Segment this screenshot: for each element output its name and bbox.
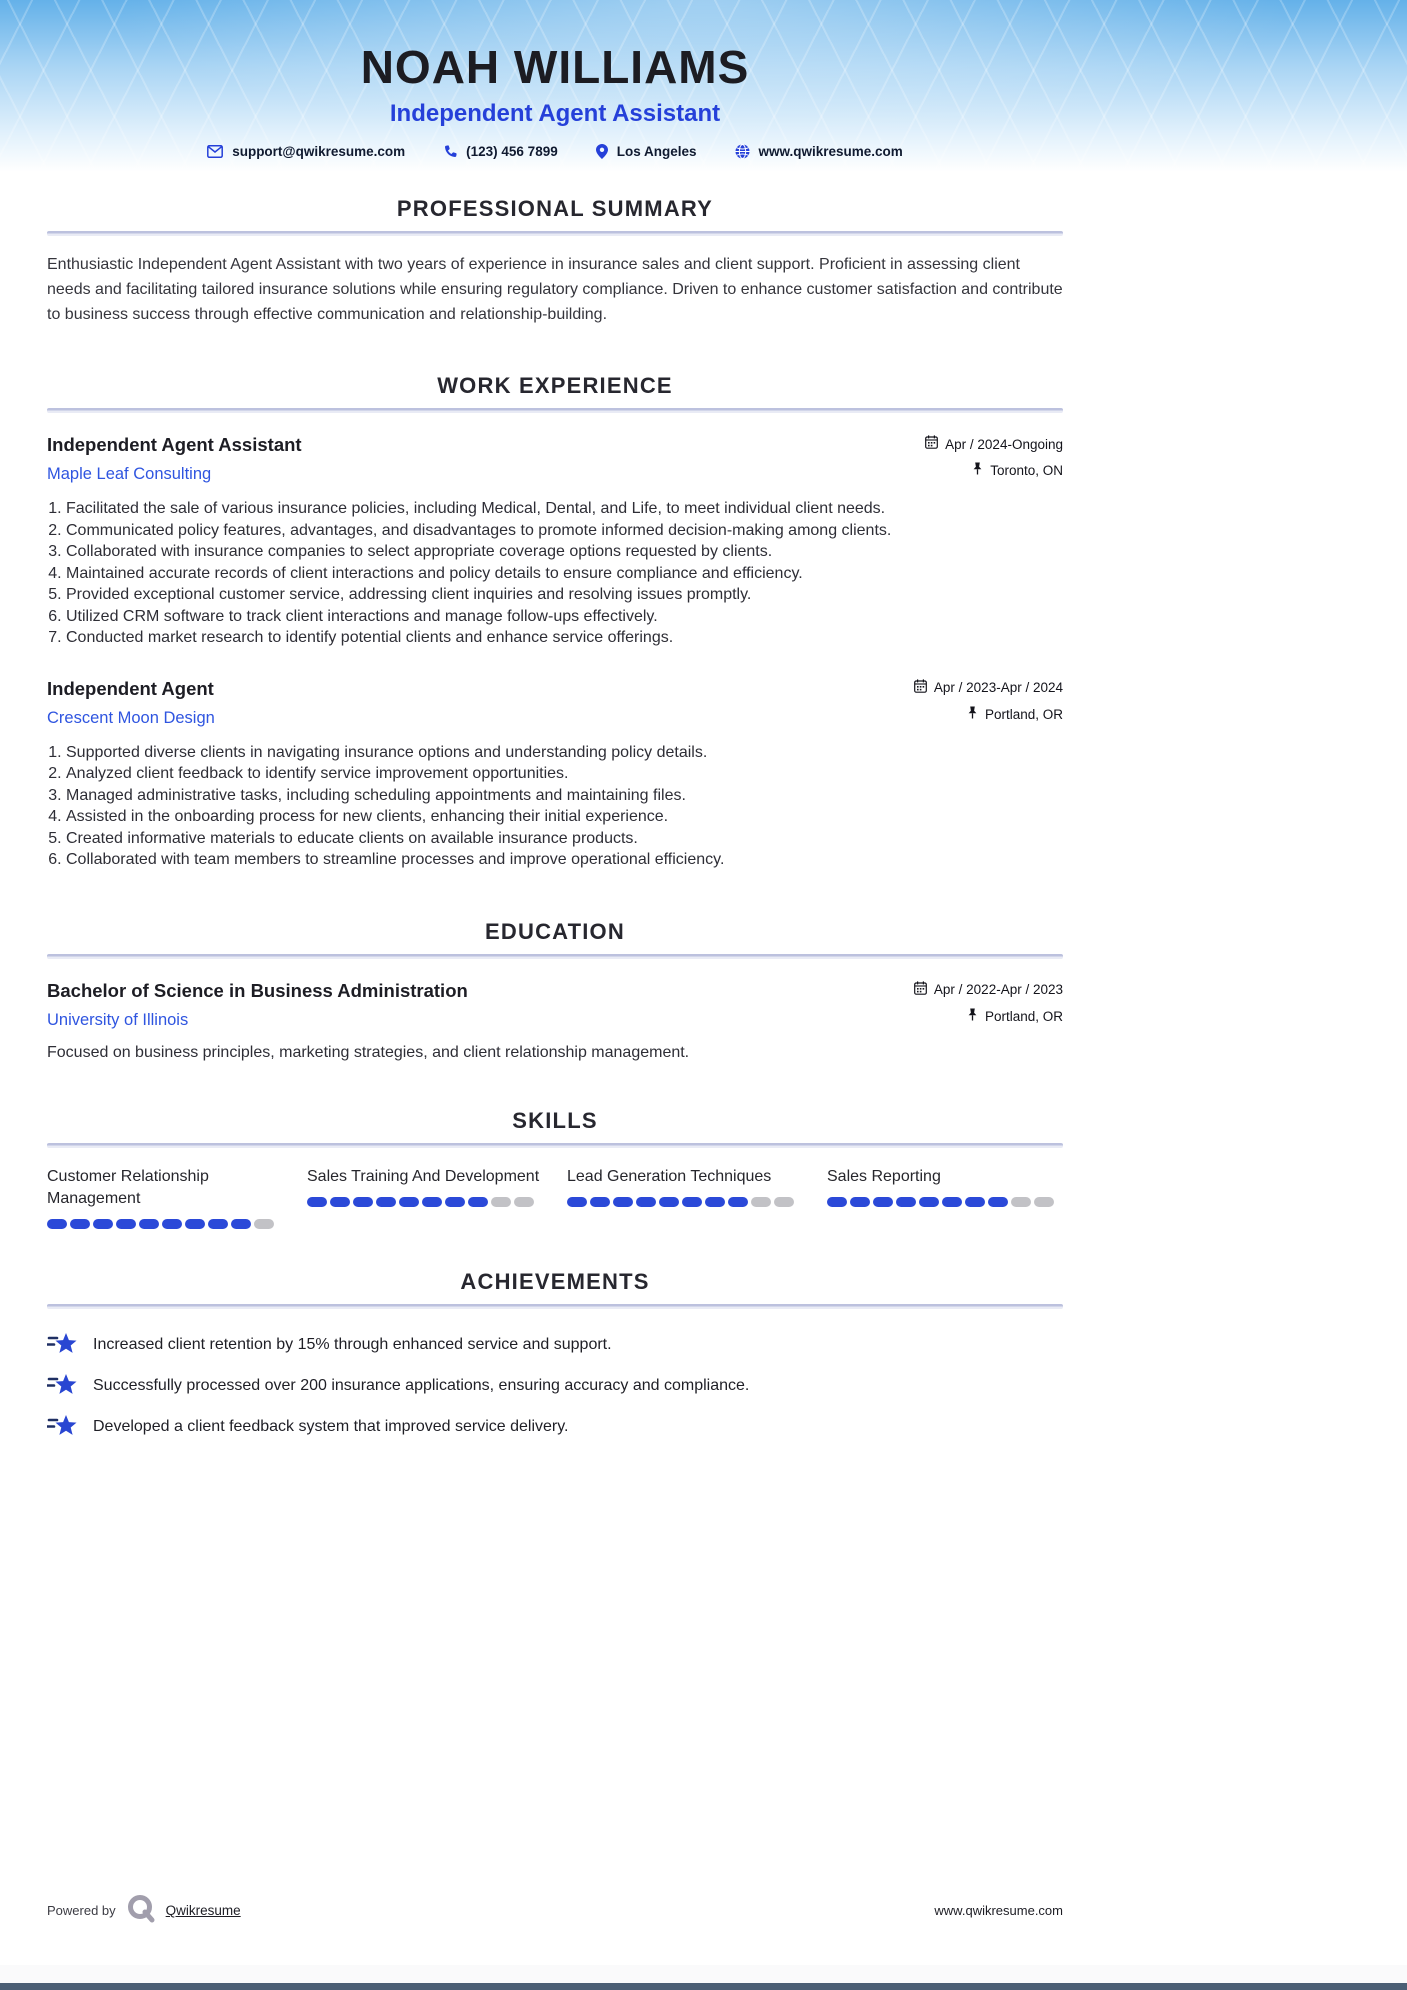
achievement-text: Successfully processed over 200 insurance applications, ensuring accuracy and compliance. bbox=[93, 1376, 750, 1394]
skill-item bbox=[567, 1166, 803, 1229]
skill-bar-segment-filled bbox=[353, 1197, 373, 1207]
skill-bar-segment-filled bbox=[93, 1219, 113, 1229]
job-location-text: Toronto, ON bbox=[990, 463, 1063, 478]
skill-bar-segment-filled bbox=[728, 1197, 748, 1207]
skill-bar-segment-filled bbox=[682, 1197, 702, 1207]
shooting-star-icon bbox=[47, 1413, 77, 1441]
section-heading-skills: SKILLS bbox=[512, 1107, 598, 1133]
shooting-star-icon bbox=[47, 1372, 77, 1400]
skill-bar-segment-filled bbox=[942, 1197, 962, 1207]
skill-bar-segment-empty bbox=[751, 1197, 771, 1207]
bottom-edge-bar bbox=[0, 1983, 1407, 1990]
duty-item: 5. Created informative materials to educate clients on available insurance products. bbox=[66, 828, 1063, 850]
skill-bar bbox=[827, 1197, 1063, 1207]
education-description: Focused on business principles, marketing strategies, and client relationship management. bbox=[47, 1043, 690, 1061]
pushpin-icon bbox=[972, 462, 983, 479]
job-location-text: Portland, OR bbox=[984, 706, 1063, 722]
skill-bar-segment-filled bbox=[70, 1219, 90, 1229]
skill-bar-segment-filled bbox=[422, 1197, 442, 1207]
skill-item bbox=[307, 1166, 543, 1229]
skill-label: Sales Training And Development bbox=[307, 1167, 540, 1185]
skill-bar-segment-filled bbox=[636, 1197, 656, 1207]
achievement-item bbox=[47, 1372, 1063, 1400]
qwikresume-link[interactable]: Qwikresume bbox=[165, 1903, 241, 1918]
job-dates bbox=[914, 679, 1063, 697]
duty-item: 4. Maintained accurate records of client interactions and policy details to ensure compliance and efficiency. bbox=[66, 563, 1063, 585]
skill-bar-segment-empty bbox=[491, 1197, 511, 1207]
job-duties-list bbox=[47, 498, 1063, 649]
contact-location bbox=[596, 144, 697, 159]
skill-bar-segment-filled bbox=[468, 1197, 488, 1207]
person-name: NOAH WILLIAMS bbox=[360, 41, 750, 93]
job-entry-2 bbox=[47, 677, 1063, 871]
skill-bar-segment-filled bbox=[705, 1197, 725, 1207]
education-dates bbox=[914, 981, 1063, 999]
section-divider bbox=[47, 408, 1063, 413]
skill-bar-segment-filled bbox=[162, 1219, 182, 1229]
skill-item bbox=[827, 1166, 1063, 1229]
job-dates bbox=[925, 435, 1063, 453]
achievements-list bbox=[47, 1331, 1063, 1441]
skill-bar-segment-filled bbox=[590, 1197, 610, 1207]
skill-item bbox=[47, 1166, 283, 1229]
skills-grid bbox=[47, 1166, 1063, 1229]
skill-bar-segment-empty bbox=[1011, 1197, 1031, 1207]
skill-bar-segment-filled bbox=[965, 1197, 985, 1207]
job-company-link[interactable]: Crescent Moon Design bbox=[47, 708, 215, 727]
skill-bar bbox=[47, 1219, 283, 1229]
job-entry-1 bbox=[47, 433, 1063, 649]
skill-bar-segment-filled bbox=[873, 1197, 893, 1207]
pushpin-icon bbox=[967, 1008, 978, 1025]
duty-item: 5. Provided exceptional customer service, addressing client inquiries and resolving issues promptly. bbox=[66, 584, 1063, 606]
skill-bar-segment-filled bbox=[613, 1197, 633, 1207]
contact-email bbox=[207, 144, 405, 159]
contact-phone bbox=[443, 144, 558, 159]
job-title: Independent Agent Assistant bbox=[47, 434, 302, 455]
contact-location-text: Los Angeles bbox=[616, 144, 697, 159]
duty-item: 7. Conducted market research to identify potential clients and enhance service offerings. bbox=[66, 627, 1063, 649]
duty-item: 4. Assisted in the onboarding process for new clients, enhancing their initial experience. bbox=[66, 806, 1063, 828]
section-divider bbox=[47, 1304, 1063, 1309]
phone-icon bbox=[443, 145, 457, 159]
skill-bar-segment-filled bbox=[116, 1219, 136, 1229]
achievement-text: Increased client retention by 15% through enhanced service and support. bbox=[93, 1335, 612, 1353]
skill-bar-segment-filled bbox=[139, 1219, 159, 1229]
skill-bar-segment-filled bbox=[185, 1219, 205, 1229]
skill-bar-segment-filled bbox=[567, 1197, 587, 1207]
contact-phone-text: (123) 456 7899 bbox=[466, 144, 558, 159]
section-divider bbox=[47, 1143, 1063, 1148]
duty-item: 2. Communicated policy features, advantages, and disadvantages to promote informed decision-making among clients. bbox=[66, 520, 1063, 542]
education-dates-text: Apr / 2022-Apr / 2023 bbox=[933, 982, 1063, 997]
education-location-text: Portland, OR bbox=[984, 1008, 1063, 1024]
shooting-star-icon bbox=[47, 1331, 77, 1359]
job-company-link[interactable]: Maple Leaf Consulting bbox=[47, 465, 212, 483]
job-dates-text: Apr / 2024-Ongoing bbox=[945, 436, 1063, 452]
achievement-text: Developed a client feedback system that improved service delivery. bbox=[93, 1417, 569, 1435]
skill-bar-segment-empty bbox=[1034, 1197, 1054, 1207]
contact-website-text: www.qwikresume.com bbox=[758, 144, 903, 159]
skill-bar-segment-empty bbox=[774, 1197, 794, 1207]
header-banner bbox=[0, 0, 1407, 172]
achievement-item bbox=[47, 1413, 1063, 1441]
skill-bar-segment-filled bbox=[659, 1197, 679, 1207]
job-location bbox=[914, 706, 1063, 723]
skill-bar-segment-filled bbox=[919, 1197, 939, 1207]
degree-title: Bachelor of Science in Business Administration bbox=[47, 979, 468, 1001]
skill-bar-segment-filled bbox=[307, 1197, 327, 1207]
section-heading-summary: PROFESSIONAL SUMMARY bbox=[396, 196, 714, 221]
section-heading-achievements: ACHIEVEMENTS bbox=[460, 1268, 650, 1294]
contact-row bbox=[47, 144, 1063, 159]
footer-light-strip bbox=[0, 1965, 1407, 1983]
location-icon bbox=[596, 144, 608, 159]
skill-bar bbox=[307, 1197, 543, 1207]
skill-bar-segment-filled bbox=[445, 1197, 465, 1207]
pushpin-icon bbox=[967, 706, 978, 723]
skill-label: Customer Relationship Management bbox=[47, 1167, 209, 1207]
school-link[interactable]: University of Illinois bbox=[47, 1010, 189, 1029]
skill-bar-segment-empty bbox=[254, 1219, 274, 1229]
skill-bar-segment-filled bbox=[231, 1219, 251, 1229]
duty-item: 3. Managed administrative tasks, including scheduling appointments and maintaining files. bbox=[66, 785, 1063, 807]
duty-item: 2. Analyzed client feedback to identify service improvement opportunities. bbox=[66, 763, 1063, 785]
education-location bbox=[914, 1008, 1063, 1025]
job-dates-text: Apr / 2023-Apr / 2024 bbox=[933, 680, 1063, 695]
duty-item: 6. Utilized CRM software to track client interactions and manage follow-ups effectively. bbox=[66, 606, 1063, 628]
section-divider bbox=[47, 231, 1063, 236]
duty-item: 6. Collaborated with team members to streamline processes and improve operational efficiency. bbox=[66, 849, 1063, 871]
job-duties-list bbox=[47, 742, 1063, 871]
globe-icon bbox=[735, 144, 750, 159]
contact-email-text: support@qwikresume.com bbox=[232, 144, 406, 159]
job-location bbox=[925, 462, 1063, 479]
skill-bar-segment-filled bbox=[208, 1219, 228, 1229]
achievement-item bbox=[47, 1331, 1063, 1359]
section-heading-work: WORK EXPERIENCE bbox=[437, 373, 673, 398]
email-icon bbox=[207, 145, 223, 158]
skill-bar bbox=[567, 1197, 803, 1207]
education-entry bbox=[47, 979, 1063, 1062]
skill-label: Sales Reporting bbox=[827, 1167, 941, 1185]
skill-label: Lead Generation Techniques bbox=[567, 1167, 772, 1185]
skill-bar-segment-filled bbox=[47, 1219, 67, 1229]
skill-bar-segment-filled bbox=[988, 1197, 1008, 1207]
summary-paragraph: Enthusiastic Independent Agent Assistant with two years of experience in insurance sales and client support. Proficient in assessing client needs and facilitating tailored insurance solutions while ensuring regulatory compliance. Driven to enhance customer satisfaction and contribute to business success through effective communication and relationship-building. bbox=[47, 256, 1063, 323]
calendar-icon bbox=[914, 981, 927, 999]
person-job-title: Independent Agent Assistant bbox=[389, 100, 721, 127]
footer-website: www.qwikresume.com bbox=[934, 1903, 1063, 1918]
skill-bar-segment-filled bbox=[827, 1197, 847, 1207]
skill-bar-segment-empty bbox=[514, 1197, 534, 1207]
section-divider bbox=[47, 954, 1063, 959]
skill-bar-segment-filled bbox=[330, 1197, 350, 1207]
calendar-icon bbox=[925, 435, 938, 453]
skill-bar-segment-filled bbox=[896, 1197, 916, 1207]
duty-item: 1. Facilitated the sale of various insurance policies, including Medical, Dental, and Life, to meet individual client needs. bbox=[66, 498, 1063, 520]
qwikresume-logo bbox=[126, 1893, 156, 1928]
skill-bar-segment-filled bbox=[399, 1197, 419, 1207]
duty-item: 1. Supported diverse clients in navigating insurance options and understanding policy details. bbox=[66, 742, 1063, 764]
job-title: Independent Agent bbox=[47, 677, 214, 699]
powered-by-label: Powered by bbox=[47, 1903, 116, 1918]
section-heading-education: EDUCATION bbox=[485, 918, 625, 944]
duty-item: 3. Collaborated with insurance companies to select appropriate coverage options requested by clients. bbox=[66, 541, 1063, 563]
calendar-icon bbox=[914, 679, 927, 697]
skill-bar-segment-filled bbox=[850, 1197, 870, 1207]
skill-bar-segment-filled bbox=[376, 1197, 396, 1207]
page-footer bbox=[47, 1893, 1063, 1928]
contact-website bbox=[735, 144, 903, 159]
